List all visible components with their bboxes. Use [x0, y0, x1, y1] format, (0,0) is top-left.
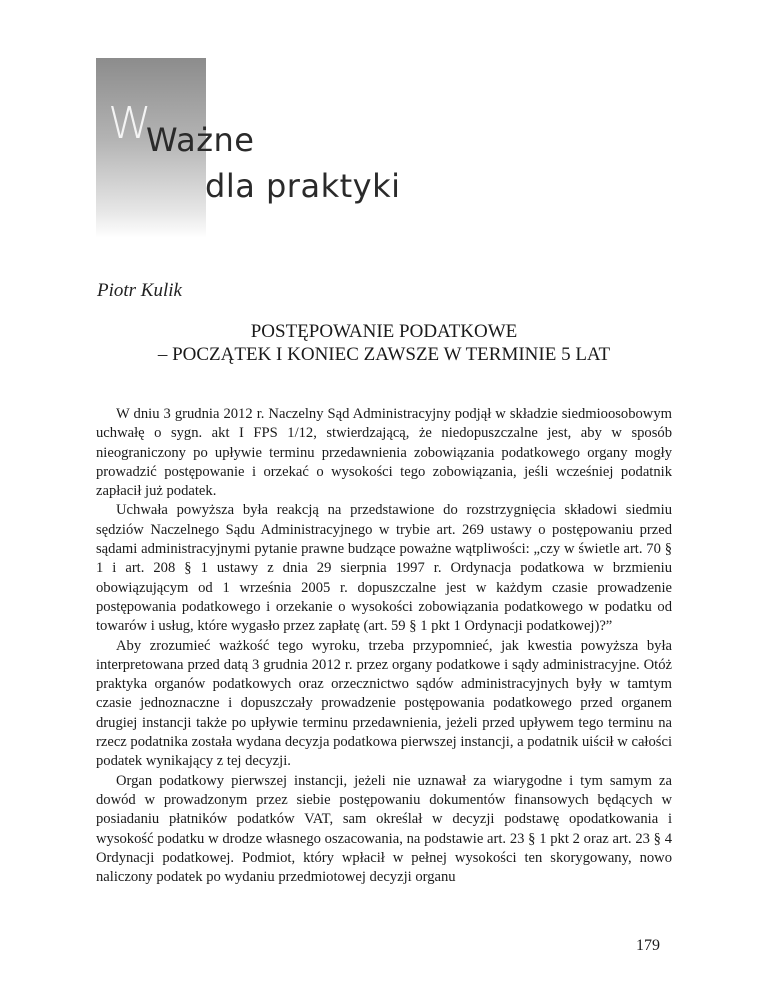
author-name: Piotr Kulik: [97, 280, 182, 301]
section-title-line1: Ważne: [146, 121, 255, 159]
section-title-line2: dla praktyki: [205, 167, 401, 205]
header-initial-letter: W: [108, 98, 152, 149]
page-number: 179: [636, 937, 660, 954]
article-heading: [96, 320, 672, 366]
article-heading-line2: – POCZĄTEK I KONIEC ZAWSZE W TERMINIE 5 LAT: [157, 344, 611, 365]
paragraph: Organ podatkowy pierwszej instancji, jeżeli nie uznawał za wiarygodne i tym samym za dowód w prowadzonym przez siebie postępowaniu dokumentów finansowych będących w posiadaniu płatników podatków VAT, sam określał w decyzji podstawę opodatkowania i wysokość podatku w drodze własnego oszacowania, na podstawie art. 23 § 1 pkt 2 oraz art. 23 § 4 Ordynacji podatkowej. Podmiot, który wpłacił w pełnej wysokości ten skorygowany, nowo naliczony podatek po wydaniu przedmiotowej decyzji organu: [96, 772, 672, 886]
article-body: [96, 405, 672, 887]
paragraph: Uchwała powyższa była reakcją na przedstawione do rozstrzygnięcia składowi siedmiu sędziów Naczelnego Sądu Administracyjnego w trybie art. 269 ustawy o postępowaniu przed sądami administracyjnymi pytanie prawne budzące poważne wątpliwości: „czy w świetle art. 70 § 1 i art. 208 § 1 ustawy z dnia 29 sierpnia 1997 r. Ordynacja podatkowa w brzmieniu obowiązującym od 1 września 2005 r. dopuszczalne jest w każdym czasie prowadzenie postępowania podatkowego i orzekanie o wysokości zobowiązania podatkowego w podatku od towarów i usług, które wygasło przez zapłatę (art. 59 § 1 pkt 1 Ordynacji podatkowej)?”: [96, 502, 672, 635]
paragraph: W dniu 3 grudnia 2012 r. Naczelny Sąd Administracyjny podjął w składzie siedmioosobowym uchwałę o sygn. akt I FPS 1/12, stwierdzającą, że niedopuszczalne jest, aby w sposób nieograniczony po upływie terminu przedawnienia zobowiązania podatkowego organy mogły prowadzić postępowanie i orzekać o wysokości tego zobowiązania, jeśli wcześniej podatnik zapłacił już podatek.: [96, 406, 672, 500]
article-heading-line1: POSTĘPOWANIE PODATKOWE: [250, 321, 518, 342]
paragraph: Aby zrozumieć ważkość tego wyroku, trzeba przypomnieć, jak kwestia powyższa była interpretowana przed datą 3 grudnia 2012 r. przez organy podatkowe i sądy administracyjne. Otóż praktyka organów podatkowych oraz orzecznictwo sądów administracyjnych były w tamtym czasie jednoznaczne i dopuszczały prowadzenie postępowania podatkowego przed organem drugiej instancji także po upływie terminu przedawnienia, jeżeli przed upływem tego terminu na rzecz podatnika została wydana decyzja podatkowa pierwszej instancji, a podatnik uiścił w całości podatek wynikający z tej decyzji.: [96, 637, 672, 770]
